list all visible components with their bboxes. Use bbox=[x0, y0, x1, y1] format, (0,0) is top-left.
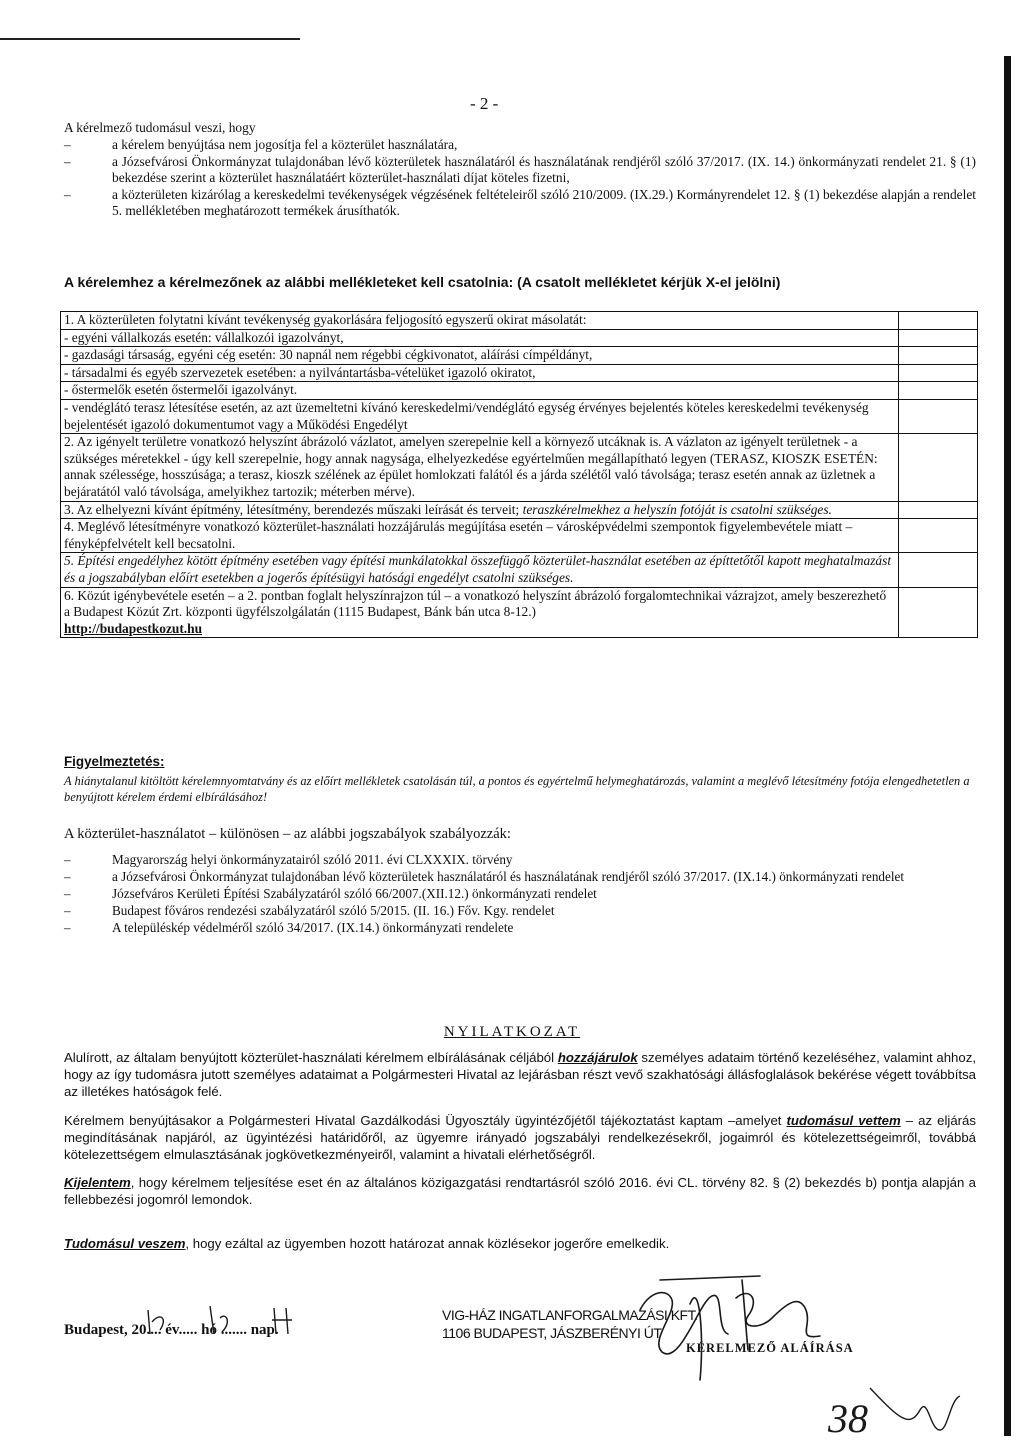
table-row bbox=[61, 434, 978, 501]
attachment-checkbox-6[interactable] bbox=[899, 587, 978, 638]
table-row bbox=[61, 501, 978, 519]
acknowledgement-item: – a kérelem benyújtása nem jogosítja fel a közterület használatára, bbox=[64, 137, 458, 152]
attachment-checkbox-1a[interactable] bbox=[899, 329, 978, 347]
handwritten-initials bbox=[870, 1388, 960, 1430]
table-row bbox=[61, 312, 978, 330]
attachment-subitem: - őstermelők esetén őstermelői igazolványt. bbox=[61, 382, 899, 400]
attachment-item-1: 1. A közterületen folytatni kívánt tevékenység gyakorlására feljogosító egyszerű okirat másolatát: bbox=[61, 312, 899, 330]
laws-list bbox=[64, 851, 976, 936]
attachment-item-6: 6. Közút igénybevétele esetén – a 2. pontban foglalt helyszínrajzon túl – a vonatkozó helyszínt ábrázoló forgalomtechnikai vázrajzot, amely beszerezhető a Budapest Közút Zrt. központi ügyfélszolgálatán (1115 Budapest, Bánk bán utca 8-12.) http://budapestkozut.hu bbox=[61, 587, 899, 638]
attachment-item-5: 5. Építési engedélyhez kötött építmény esetében vagy építési munkálatokkal összefüggő közterület-használat esetében az építtetőtől kapott meghatalmazást és a jogszabályban előírt esetekben a jogerős építésügyi hatósági engedélyt csatolni szükséges. bbox=[61, 553, 899, 587]
warning-title: Figyelmeztetés: bbox=[64, 754, 165, 769]
acknowledgement-item: – a közterületen kizárólag a kereskedelmi tevékenységek végzésének feltételeiről szóló 210/2009. (IX.29.) Kormányrendelet 12. § (1) bekezdése alapján a rendelet 5. mellékletében meghatározott termékek árusíthatók. bbox=[64, 186, 976, 219]
acknowledgement-list bbox=[64, 137, 976, 220]
table-row bbox=[61, 364, 978, 382]
handwritten-number: 38 bbox=[828, 1396, 868, 1441]
laws-intro: A közterület-használatot – különösen – az alábbi jogszabályok szabályozzák: bbox=[64, 826, 511, 842]
declaration-paragraph-3: Kijelentem, hogy kérelmem teljesítése eset én az általános közigazgatási rendtartásról szóló 2016. évi CL. törvény 82. § (2) bekezdés b) pontja alapján a fellebbezési jogomról lemondok. bbox=[64, 1175, 976, 1207]
intro-text: A kérelmező tudomásul veszi, hogy bbox=[64, 120, 256, 135]
attachment-checkbox-4[interactable] bbox=[899, 519, 978, 553]
attachment-checkbox-1e[interactable] bbox=[899, 399, 978, 433]
law-item: – Magyarország helyi önkormányzatairól szóló 2011. évi CLXXXIX. törvény bbox=[64, 852, 513, 867]
attachment-subitem: - gazdasági társaság, egyéni cég esetén: 30 napnál nem régebbi cégkivonatot, aláírási címpéldányt, bbox=[61, 347, 899, 365]
table-row bbox=[61, 329, 978, 347]
law-item: – A településkép védelméről szóló 34/2017. (IX.14.) önkormányzati rendelete bbox=[64, 920, 514, 935]
attachment-checkbox-1b[interactable] bbox=[899, 347, 978, 365]
table-row bbox=[61, 553, 978, 587]
table-row bbox=[61, 347, 978, 365]
declaration-paragraph-4: Tudomásul veszem, hogy ezáltal az ügyemben hozott határozat annak közlésekor jogerőre emelkedik. bbox=[64, 1236, 670, 1251]
scan-border-bar bbox=[1004, 56, 1011, 1436]
attachments-heading: A kérelemhez a kérelmezőnek az alábbi mellékleteket kell csatolnia: (A csatolt mellékletet kérjük X-el jelölni) bbox=[64, 274, 781, 290]
law-item: – Budapest főváros rendezési szabályzatáról szóló 5/2015. (II. 16.) Főv. Kgy. rendelet bbox=[64, 903, 555, 918]
attachment-item-3: 3. Az elhelyezni kívánt építmény, létesítmény, berendezés műszaki leírását és terveit; teraszkérelmekhez a helyszín fotóját is csatolni szükséges. bbox=[61, 501, 899, 519]
table-row bbox=[61, 399, 978, 433]
company-stamp: VIG-HÁZ INGATLANFORGALMAZÁSI KFT. 1106 BUDAPEST, JÁSZBERÉNYI ÚT bbox=[442, 1307, 698, 1341]
law-item: – Józsefváros Kerületi Építési Szabályzatáról szóló 66/2007.(XII.12.) önkormányzati rendelet bbox=[64, 886, 597, 901]
page-number: - 2 - bbox=[470, 94, 499, 113]
attachment-subitem: - társadalmi és egyéb szervezetek esetében: a nyilvántartásba-vételüket igazoló okiratot, bbox=[61, 364, 899, 382]
declaration-paragraph-1: Alulírott, az általam benyújtott közterület-használati kérelmem elbírálásának céljából hozzájárulok személyes adataim történő kezeléséhez, valamint ahhoz, hogy az így tudomásra jutott személyes adataimat a Polgármesteri Hivatal az lejárásban részt vevő szakhatósági állásfoglalások bekérése végett továbbítsa az illetékes hatóságok felé. bbox=[64, 1050, 976, 1099]
attachment-checkbox-3[interactable] bbox=[899, 501, 978, 519]
table-row bbox=[61, 382, 978, 400]
attachment-item-2: 2. Az igényelt területre vonatkozó helyszínt ábrázoló vázlatot, amelyen szerepelnie kell a környező utcáknak is. A vázlaton az igényelt területnek - a szükséges méretekkel - úgy kell szerepelnie, hogy annak nagysága, elhelyezkedése egyértelműen megállapítható legyen (TERASZ, KIOSZK ESETÉN: annak szélessége, hosszúsága; a terasz, kioszk szélének az épület homlokzati falától és a járda szélétől való távolsága; terasz esetén annak az üzletnek a bejáratától való távolsága, amelyikhez tartozik; méterben mérve). bbox=[61, 434, 899, 501]
attachment-subitem: - vendéglátó terasz létesítése esetén, az azt üzemeltetni kívánó kereskedelmi/vendéglátó egység érvényes bejelentés köteles kereskedelmi tevékenység bejelentését igazoló dokumentumot vagy a Működési Engedélyt bbox=[61, 399, 899, 433]
acknowledgement-item: – a Józsefvárosi Önkormányzat tulajdonában lévő közterületek használatáról és használatának rendjéről szóló 37/2017. (IX. 14.) önkormányzati rendelet 21. § (1) bekezdése szerint a közterület használatáért közterület-használati díjat köteles fizetni, bbox=[64, 153, 976, 186]
attachment-checkbox-1c[interactable] bbox=[899, 364, 978, 382]
budapestkozut-link[interactable]: http://budapestkozut.hu bbox=[64, 620, 203, 636]
date-line: Budapest, 20.... év..... hó ....... nap. bbox=[64, 1322, 279, 1338]
warning-text: A hiánytalanul kitöltött kérelemnyomtatvány és az előírt mellékletek csatolásán túl, a pontos és egyértelmű helymeghatározás, valamint a meglévő létesítmény fotója elengedhetetlen a benyújtott kérelem érdemi elbírálásához! bbox=[64, 774, 970, 804]
attachment-item-4: 4. Meglévő létesítményre vonatkozó közterület-használati hozzájárulás megújítása esetén – városképvédelmi szempontok figyelembevétele miatt – fényképfelvételt kell becsatolni. bbox=[61, 519, 899, 553]
table-row bbox=[61, 587, 978, 638]
table-row bbox=[61, 519, 978, 553]
attachment-checkbox-1d[interactable] bbox=[899, 382, 978, 400]
law-item: – a Józsefvárosi Önkormányzat tulajdonában lévő közterületek használatáról és használatának rendjéről szóló 37/2017. (IX.14.) önkormányzati rendelet bbox=[64, 869, 905, 884]
attachment-checkbox-1[interactable] bbox=[899, 312, 978, 330]
scan-edge-line bbox=[0, 38, 300, 40]
declaration-title: NYILATKOZAT bbox=[443, 1024, 581, 1040]
attachment-checkbox-2[interactable] bbox=[899, 434, 978, 501]
attachment-checkbox-5[interactable] bbox=[899, 553, 978, 587]
attachment-subitem: - egyéni vállalkozás esetén: vállalkozói igazolványt, bbox=[61, 329, 899, 347]
signature-label: KÉRELMEZŐ ALÁÍRÁSA bbox=[686, 1341, 854, 1355]
attachments-table bbox=[60, 311, 978, 638]
declaration-paragraph-2: Kérelmem benyújtásakor a Polgármesteri Hivatal Gazdálkodási Ügyosztály ügyintézőjétől tájékoztatást kaptam –amelyet tudomásul vettem – az eljárás megindításának napjáról, az ügyintézési határidőről, az ügyemre irányadó jogszabályi rendelkezésekről, jogaimról és kötelezettségeimről, továbbá kötelezettségem elmulasztásának jogkövetkezményeiről, valamint a hivatali elérhetőségről. bbox=[64, 1113, 976, 1162]
